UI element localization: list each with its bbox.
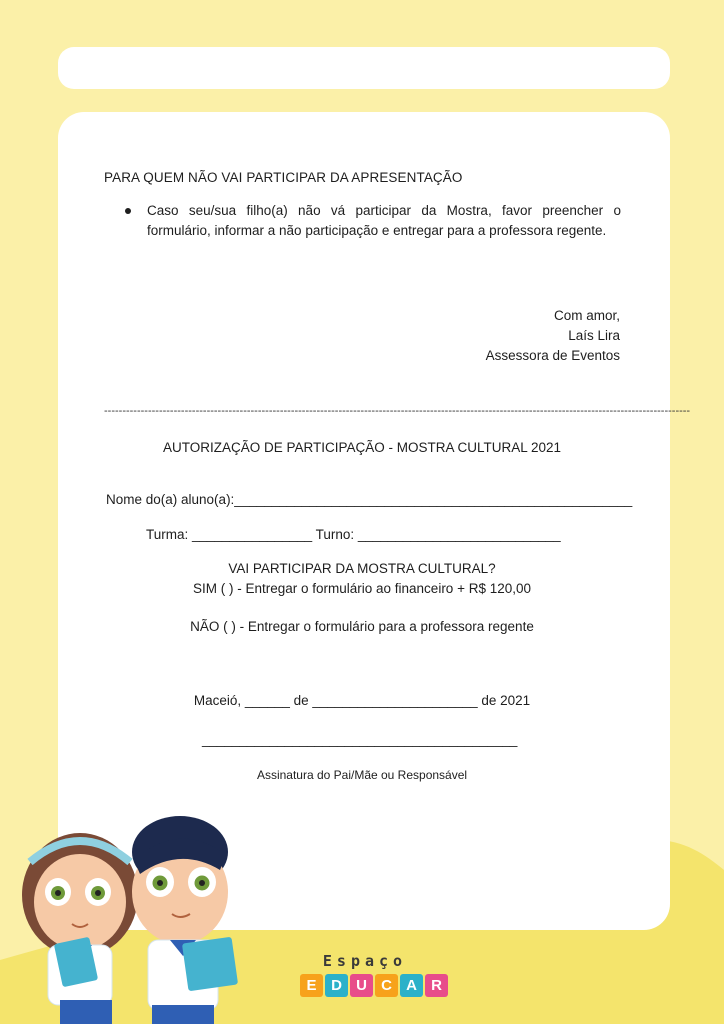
notice-bullet: Caso seu/sua filho(a) não vá participar da Mostra, favor preencher o formulário, informar a não participação e entregar para a professora regente. [147, 203, 621, 238]
date-line-field[interactable]: Maceió, ______ de ______________________ de 2021 [193, 693, 531, 708]
option-yes[interactable]: SIM ( ) - Entregar o formulário ao financeiro + R$ 120,00 [192, 581, 532, 596]
logo-letter: C [375, 974, 398, 997]
form-title: AUTORIZAÇÃO DE PARTICIPAÇÃO - MOSTRA CULTURAL 2021 [162, 440, 562, 455]
sender-name: Laís Lira [568, 328, 620, 343]
logo-letter: R [425, 974, 448, 997]
signature-caption: Assinatura do Pai/Mãe ou Responsável [256, 768, 468, 782]
logo-letter: U [350, 974, 373, 997]
class-shift-field[interactable]: Turma: ________________ Turno: ___________________________ [146, 527, 561, 542]
cut-line: ---------------------------------------------------------------------------------------------------------------------------------------------------------------- [104, 405, 691, 417]
participation-question: VAI PARTICIPAR DA MOSTRA CULTURAL? [228, 561, 496, 576]
closing-text: Com amor, [553, 308, 620, 323]
option-no[interactable]: NÃO ( ) - Entregar o formulário para a professora regente [190, 619, 534, 634]
logo-letters [300, 974, 448, 997]
logo-letter: E [300, 974, 323, 997]
notice-heading: PARA QUEM NÃO VAI PARTICIPAR DA APRESENTAÇÃO [104, 170, 463, 185]
espaco-educar-logo [300, 952, 442, 998]
kids-illustration [0, 800, 260, 1024]
signature-line[interactable]: __________________________________________ [202, 732, 518, 747]
logo-letter: A [400, 974, 423, 997]
sender-role: Assessora de Eventos [485, 348, 620, 363]
logo-letter: D [325, 974, 348, 997]
header-bar [58, 47, 670, 89]
student-name-field[interactable]: Nome do(a) aluno(a):_____________________________________________________ [106, 492, 633, 507]
logo-top-word: Espaço [322, 952, 408, 970]
bullet-icon [125, 208, 131, 214]
